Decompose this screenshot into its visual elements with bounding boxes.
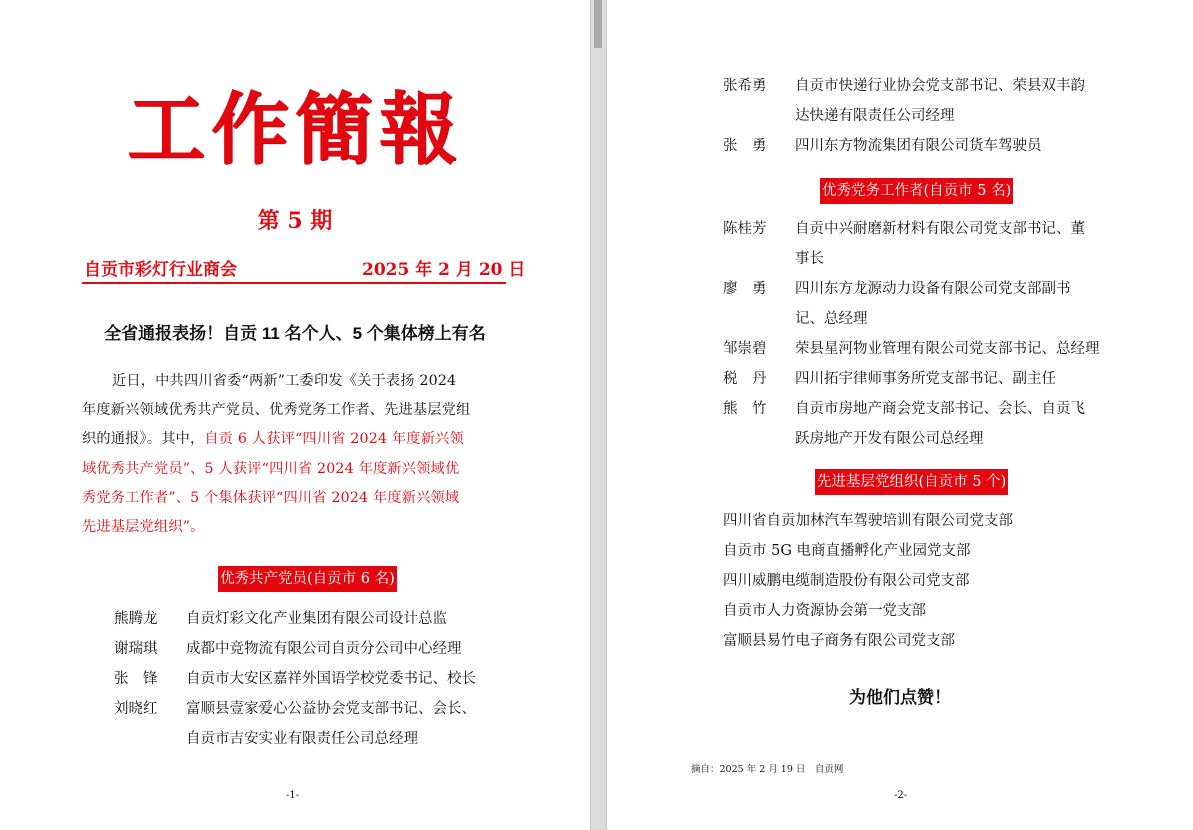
org-list-item: 四川省自贡加林汽车驾驶培训有限公司党支部 — [723, 513, 1013, 529]
closing-cheer: 为他们点赞！ — [849, 688, 951, 707]
page-number: -2- — [894, 790, 908, 801]
member-name: 张 勇 — [723, 138, 767, 154]
member-title: 四川东方物流集团有限公司货车驾驶员 — [795, 138, 1042, 154]
issue-number: 第 5 期 — [257, 208, 333, 234]
member-title-continued: 达快递有限责任公司经理 — [795, 108, 955, 124]
worker-title: 四川拓宇律师事务所党支部书记、副主任 — [795, 371, 1056, 387]
scrollbar-thumb[interactable] — [594, 0, 602, 48]
paragraph-line: 年度新兴领域优秀共产党员、优秀党务工作者、先进基层党组 — [82, 402, 471, 419]
worker-title: 荣县星河物业管理有限公司党支部书记、总经理 — [795, 341, 1100, 357]
worker-name: 税 丹 — [723, 371, 767, 387]
worker-name: 陈桂芳 — [723, 221, 767, 237]
member-title: 富顺县壹家爱心公益协会党支部书记、会长、 — [186, 701, 476, 717]
source-note: 摘自：2025 年 2 月 19 日 自贡网 — [691, 764, 844, 775]
worker-name: 邹崇碧 — [723, 341, 767, 357]
worker-title-continued: 事长 — [795, 251, 824, 267]
member-name: 张 锋 — [114, 671, 158, 687]
member-name: 张希勇 — [723, 78, 767, 94]
worker-title: 自贡市房地产商会党支部书记、会长、自贡飞 — [795, 401, 1085, 417]
publisher-name: 自贡市彩灯行业商会 — [84, 260, 237, 280]
member-title: 自贡市大安区嘉祥外国语学校党委书记、校长 — [186, 671, 476, 687]
header-divider — [82, 282, 506, 284]
section-title-party-workers: 优秀党务工作者(自贡市 5 名) — [820, 178, 1013, 204]
member-title: 成都中竞物流有限公司自贡分公司中心经理 — [186, 641, 462, 657]
page-gutter — [590, 0, 607, 830]
member-title: 自贡灯彩文化产业集团有限公司设计总监 — [186, 611, 447, 627]
page-number: -1- — [286, 790, 300, 801]
paragraph-line: 秀党务工作者”、5 个集体获评“四川省 2024 年度新兴领域 — [82, 489, 460, 506]
org-list-item: 四川威鹏电缆制造股份有限公司党支部 — [723, 573, 970, 589]
article-paragraph — [82, 367, 502, 542]
document-page-2 — [607, 0, 1193, 830]
worker-name: 熊 竹 — [723, 401, 767, 417]
section-title-grassroots-orgs: 先进基层党组织(自贡市 5 个) — [815, 469, 1008, 495]
section-title-excellent-members: 优秀共产党员(自贡市 6 名) — [218, 566, 397, 592]
worker-title: 自贡中兴耐磨新材料有限公司党支部书记、董 — [795, 221, 1085, 237]
worker-title-continued: 记、总经理 — [795, 311, 868, 327]
publish-date: 2025 年 2 月 20 日 — [362, 260, 526, 280]
member-title-continued: 自贡市吉安实业有限责任公司总经理 — [186, 731, 418, 747]
worker-title-continued: 跃房地产开发有限公司总经理 — [795, 431, 984, 447]
paragraph-line: 近日，中共四川省委“两新”工委印发《关于表扬 2024 — [112, 373, 457, 389]
article-headline: 全省通报表扬！自贡 11 名个人、5 个集体榜上有名 — [104, 324, 486, 343]
member-name: 谢瑞琪 — [114, 641, 158, 657]
worker-title: 四川东方龙源动力设备有限公司党支部副书 — [795, 281, 1071, 297]
document-page-1 — [0, 0, 590, 830]
org-list-item: 自贡市人力资源协会第一党支部 — [723, 603, 926, 619]
member-title: 自贡市快递行业协会党支部书记、荣县双丰韵 — [795, 78, 1085, 94]
masthead-title: 工作簡報 — [126, 84, 463, 175]
worker-name: 廖 勇 — [723, 281, 767, 297]
org-list-item: 富顺县易竹电子商务有限公司党支部 — [723, 633, 955, 649]
paragraph-line: 域优秀共产党员”、5 人获评“四川省 2024 年度新兴领域优 — [82, 460, 460, 477]
paragraph-line: 先进基层党组织”。 — [82, 519, 205, 536]
paragraph-line: 织的通报》。其中，自贡 6 人获评“四川省 2024 年度新兴领 — [82, 431, 464, 448]
org-list-item: 自贡市 5G 电商直播孵化产业园党支部 — [723, 543, 971, 559]
member-name: 熊腾龙 — [114, 611, 158, 627]
member-name: 刘晓红 — [114, 701, 158, 717]
